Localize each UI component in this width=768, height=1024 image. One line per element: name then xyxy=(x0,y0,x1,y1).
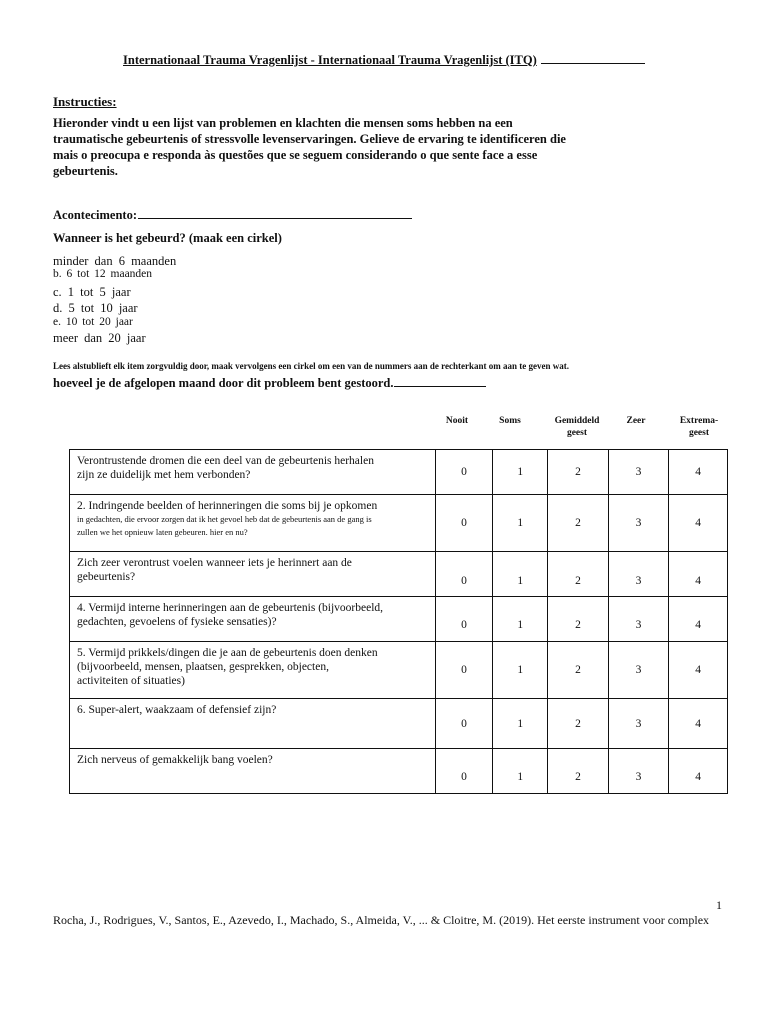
score-cell[interactable]: 0 xyxy=(435,642,493,699)
table-row xyxy=(70,642,728,699)
score-cell[interactable]: 1 xyxy=(493,642,548,699)
item-text xyxy=(70,450,436,495)
item-line: Verontrustende dromen die een deel van de gebeurtenis herhalen xyxy=(77,455,374,467)
table-row xyxy=(70,749,728,794)
item-text xyxy=(70,642,436,699)
item-line: in gedachten, die ervoor zorgen dat ik het gevoel heb dat de gebeurtenis aan de gang is xyxy=(77,514,372,524)
score-cell[interactable]: 0 xyxy=(435,552,493,597)
table-row xyxy=(70,552,728,597)
reference-citation: Rocha, J., Rodrigues, V., Santos, E., Azevedo, I., Machado, S., Almeida, V., ... & Cloitre, M. (2019). Het eerste instrument voor complex xyxy=(53,913,710,927)
item-line: 6. Super-alert, waakzaam of defensief zijn? xyxy=(77,704,277,716)
item-text xyxy=(70,552,436,597)
table-row xyxy=(70,597,728,642)
score-cell[interactable]: 3 xyxy=(608,642,669,699)
scale-header-very: Zeer xyxy=(626,416,646,426)
item-text xyxy=(70,597,436,642)
score-cell[interactable]: 3 xyxy=(608,699,669,749)
score-cell[interactable]: 2 xyxy=(548,495,609,552)
score-cell[interactable]: 4 xyxy=(669,642,728,699)
how-much-question: hoeveel je de afgelopen maand door dit probleem bent gestoord. xyxy=(53,376,486,391)
score-cell[interactable]: 1 xyxy=(493,450,548,495)
scale-header-never: Nooit xyxy=(445,416,469,426)
instructions-line: Hieronder vindt u een lijst van problemen en klachten die mensen soms hebben na een xyxy=(53,116,513,130)
scale-header-moderately: Gemiddeld geest xyxy=(554,416,600,438)
item-line: zijn ze duidelijk met hem verbonden? xyxy=(77,469,251,481)
score-cell[interactable]: 2 xyxy=(548,749,609,794)
instructions-line: traumatische gebeurtenis of stressvolle levenservaringen. Gelieve de ervaring te identificeren die xyxy=(53,132,566,146)
questionnaire-table xyxy=(69,449,728,794)
table-row xyxy=(70,495,728,552)
score-cell[interactable]: 4 xyxy=(669,597,728,642)
score-cell[interactable]: 3 xyxy=(608,495,669,552)
scale-header-extremely: Extrema-geest xyxy=(679,416,719,438)
event-field[interactable] xyxy=(53,208,412,223)
time-option[interactable]: c. 1 tot 5 jaar xyxy=(53,285,131,299)
page-number: 1 xyxy=(716,898,722,912)
score-cell[interactable]: 4 xyxy=(669,749,728,794)
item-line: activiteiten of situaties) xyxy=(77,675,185,687)
instructions-heading: Instructies: xyxy=(53,94,117,109)
score-cell[interactable]: 2 xyxy=(548,450,609,495)
item-line: gedachten, gevoelens of fysieke sensaties)? xyxy=(77,616,277,628)
time-option[interactable]: e. 10 tot 20 jaar xyxy=(53,316,133,328)
item-text xyxy=(70,749,436,794)
instructions-text xyxy=(53,115,593,179)
time-option[interactable]: minder dan 6 maanden xyxy=(53,254,177,268)
item-line: zullen we het opnieuw laten gebeuren. hier en nu? xyxy=(77,527,248,537)
score-cell[interactable]: 1 xyxy=(493,552,548,597)
item-line: Zich zeer verontrust voelen wanneer iets je herinnert aan de xyxy=(77,557,352,569)
instructions-line: gebeurtenis. xyxy=(53,164,118,178)
table-row xyxy=(70,699,728,749)
table-row xyxy=(70,450,728,495)
time-option[interactable]: meer dan 20 jaar xyxy=(53,331,146,345)
item-text xyxy=(70,495,436,552)
score-cell[interactable]: 0 xyxy=(435,597,493,642)
score-cell[interactable]: 4 xyxy=(669,495,728,552)
score-cell[interactable]: 2 xyxy=(548,597,609,642)
score-cell[interactable]: 2 xyxy=(548,642,609,699)
score-cell[interactable]: 3 xyxy=(608,552,669,597)
score-cell[interactable]: 1 xyxy=(493,495,548,552)
score-cell[interactable]: 1 xyxy=(493,749,548,794)
score-cell[interactable]: 4 xyxy=(669,552,728,597)
time-option[interactable]: d. 5 tot 10 jaar xyxy=(53,301,138,315)
score-cell[interactable]: 0 xyxy=(435,450,493,495)
time-option[interactable]: b. 6 tot 12 maanden xyxy=(53,268,153,280)
event-label: Acontecimento: xyxy=(53,208,137,222)
scale-header-sometimes: Soms xyxy=(499,416,521,426)
score-cell[interactable]: 2 xyxy=(548,699,609,749)
score-cell[interactable]: 3 xyxy=(608,450,669,495)
item-line: 5. Vermijd prikkels/dingen die je aan de gebeurtenis doen denken xyxy=(77,647,378,659)
item-text xyxy=(70,699,436,749)
score-cell[interactable]: 3 xyxy=(608,749,669,794)
event-input-line[interactable] xyxy=(138,208,412,219)
item-line: gebeurtenis? xyxy=(77,571,136,583)
score-cell[interactable]: 1 xyxy=(493,699,548,749)
score-cell[interactable]: 1 xyxy=(493,597,548,642)
item-line: Zich nerveus of gemakkelijk bang voelen? xyxy=(77,754,273,766)
instructions-line: mais o preocupa e responda às questões que se seguem considerando o que sente face a esse xyxy=(53,148,538,162)
score-cell[interactable]: 3 xyxy=(608,597,669,642)
item-line: (bijvoorbeeld, mensen, plaatsen, gesprekken, objecten, xyxy=(77,661,329,673)
score-cell[interactable]: 2 xyxy=(548,552,609,597)
score-cell[interactable]: 0 xyxy=(435,495,493,552)
score-cell[interactable]: 0 xyxy=(435,699,493,749)
score-cell[interactable]: 4 xyxy=(669,699,728,749)
when-question: Wanneer is het gebeurd? (maak een cirkel) xyxy=(53,231,282,245)
score-cell[interactable]: 4 xyxy=(669,450,728,495)
document-title: Internationaal Trauma Vragenlijst - Internationaal Trauma Vragenlijst (ITQ) xyxy=(123,53,645,68)
item-line: 2. Indringende beelden of herinneringen die soms bij je opkomen xyxy=(77,500,378,512)
score-cell[interactable]: 0 xyxy=(435,749,493,794)
item-line: 4. Vermijd interne herinneringen aan de gebeurtenis (bijvoorbeeld, xyxy=(77,602,384,614)
read-note: Lees alstublieft elk item zorgvuldig door, maak vervolgens een cirkel om een van de nummers aan de rechterkant om aan te geven wat. xyxy=(53,361,569,371)
